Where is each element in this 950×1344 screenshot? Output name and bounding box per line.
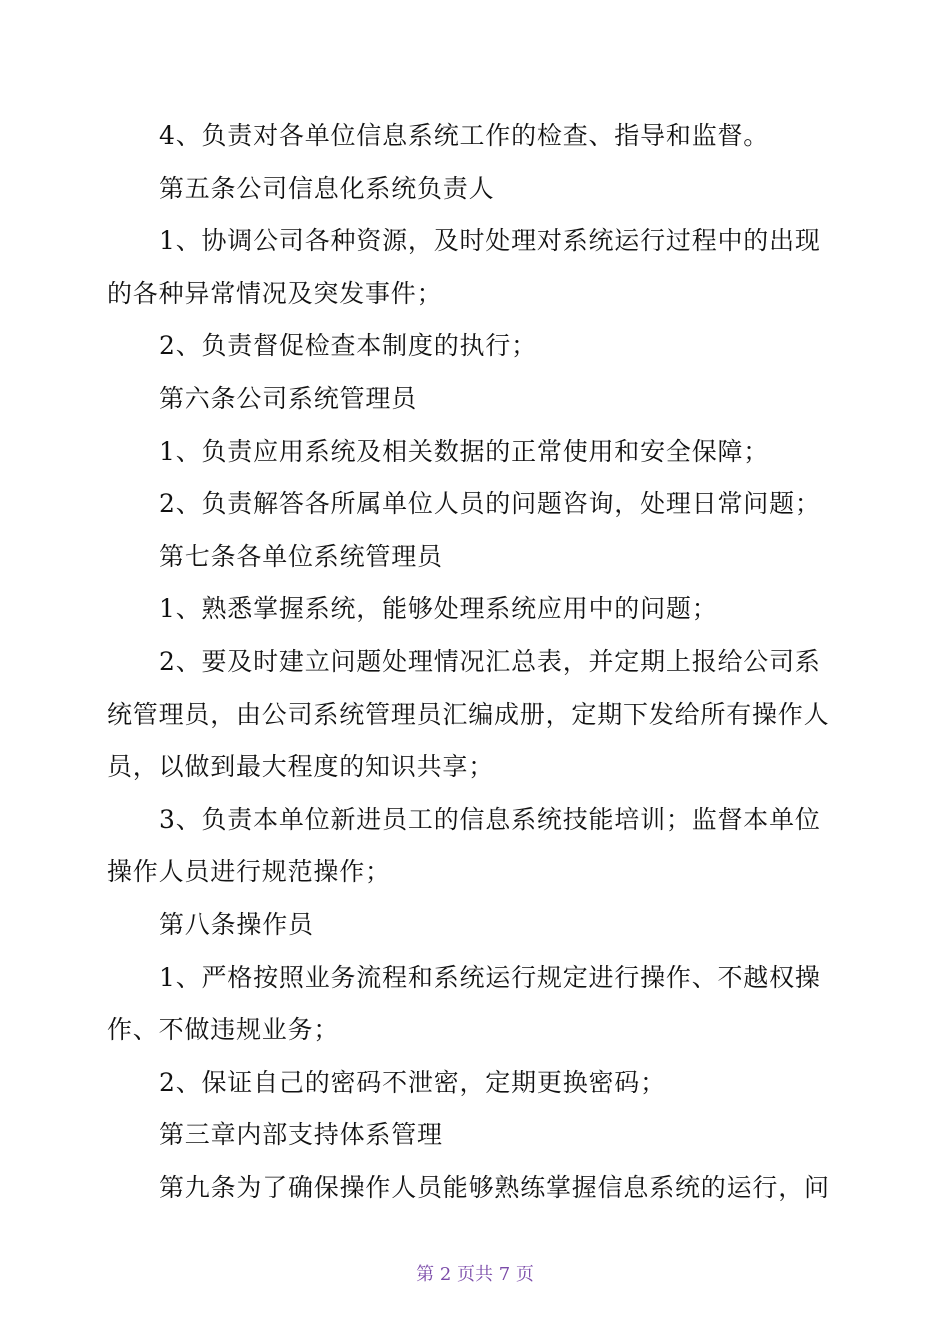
document-body <box>107 110 842 1214</box>
paragraph-data-security: 1、负责应用系统及相关数据的正常使用和安全保障； <box>159 436 770 466</box>
paragraph-training: 3、负责本单位新进员工的信息系统技能培训；监督本单位操作人员进行规范操作； <box>107 804 821 887</box>
paragraph-follow-process: 1、严格按照业务流程和系统运行规定进行操作、不越权操作、不做违规业务； <box>107 962 821 1045</box>
page-number-footer: 第 2 页共 7 页 <box>416 1264 534 1285</box>
chapter-3-heading: 第三章内部支持体系管理 <box>159 1120 443 1150</box>
paragraph-coordinate-resources: 1、协调公司各种资源，及时处理对系统运行过程中的出现的各种异常情况及突发事件； <box>107 226 821 308</box>
article-5-heading: 第五条公司信息化系统负责人 <box>159 173 495 203</box>
paragraph-item-4-inspection: 4、负责对各单位信息系统工作的检查、指导和监督。 <box>159 121 770 150</box>
article-7-heading: 第七条各单位系统管理员 <box>159 541 443 571</box>
paragraph-answer-questions: 2、负责解答各所属单位人员的问题咨询，处理日常问题； <box>159 489 821 519</box>
article-9-heading: 第九条为了确保操作人员能够熟练掌握信息系统的运行，问 <box>159 1172 830 1202</box>
article-8-heading: 第八条操作员 <box>159 909 314 939</box>
paragraph-supervise-execution: 2、负责督促检查本制度的执行； <box>159 331 537 361</box>
paragraph-summary-table: 2、要及时建立问题处理情况汇总表，并定期上报给公司系统管理员，由公司系统管理员汇编成册，定期下发给所有操作人员，以做到最大程度的知识共享； <box>107 646 830 782</box>
paragraph-password: 2、保证自己的密码不泄密，定期更换密码； <box>159 1067 666 1097</box>
article-6-heading: 第六条公司系统管理员 <box>159 383 418 413</box>
paragraph-master-system: 1、熟悉掌握系统，能够处理系统应用中的问题； <box>159 594 718 624</box>
